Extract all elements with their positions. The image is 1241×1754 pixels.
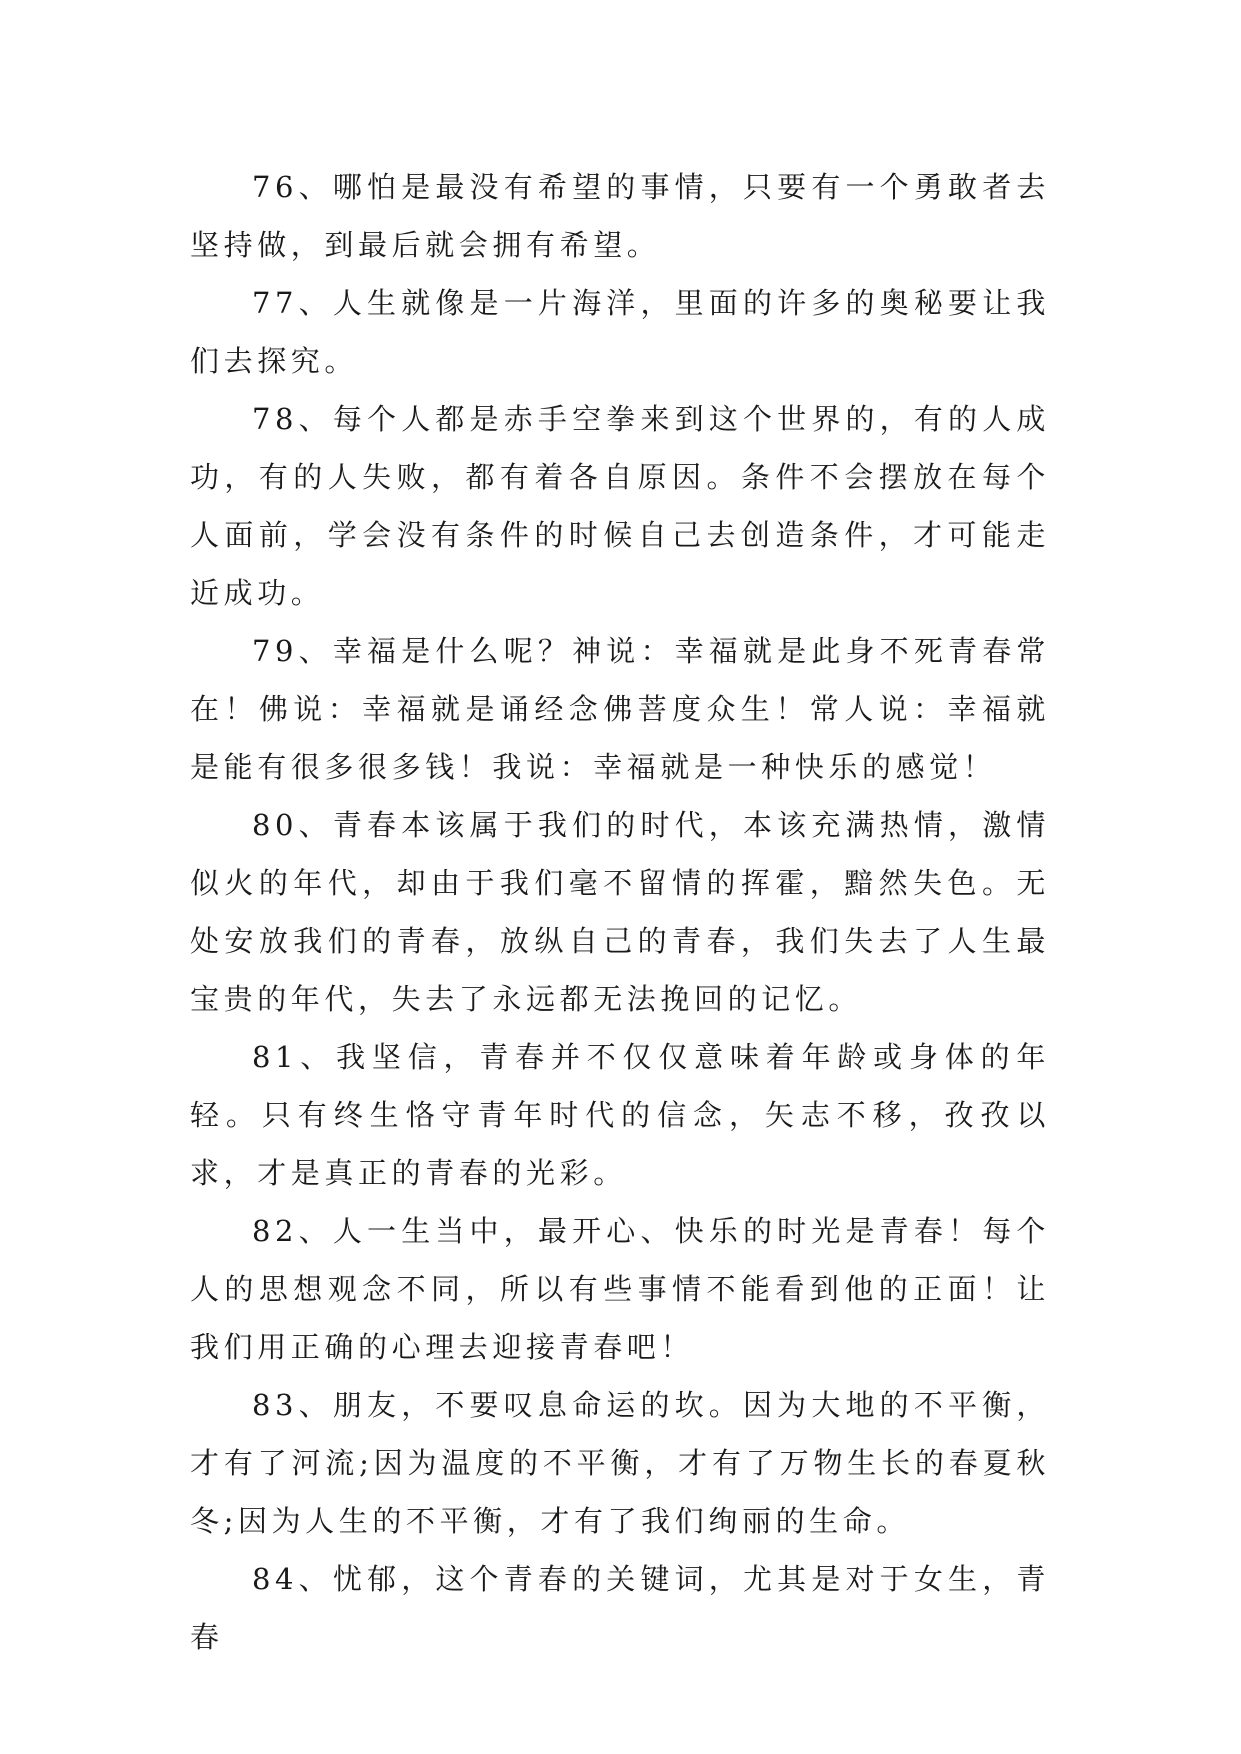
paragraph-84: 84、忧郁，这个青春的关键词，尤其是对于女生，青春 (190, 1562, 1050, 1654)
paragraph-81: 81、我坚信，青春并不仅仅意味着年龄或身体的年轻。只有终生恪守青年时代的信念，矢志不移，孜孜以求，才是真正的青春的光彩。 (190, 1040, 1050, 1190)
paragraph-79: 79、幸福是什么呢？神说：幸福就是此身不死青春常在！佛说：幸福就是诵经念佛菩度众生！常人说：幸福就是能有很多很多钱！我说：幸福就是一种快乐的感觉！ (190, 634, 1050, 784)
document-body (190, 158, 1050, 1666)
paragraph-83: 83、朋友，不要叹息命运的坎。因为大地的不平衡，才有了河流;因为温度的不平衡，才有了万物生长的春夏秋冬;因为人生的不平衡，才有了我们绚丽的生命。 (190, 1388, 1050, 1538)
paragraph-80: 80、青春本该属于我们的时代，本该充满热情，激情似火的年代，却由于我们毫不留情的挥霍，黯然失色。无处安放我们的青春，放纵自己的青春，我们失去了人生最宝贵的年代，失去了永远都无法挽回的记忆。 (190, 808, 1050, 1016)
paragraph-82: 82、人一生当中，最开心、快乐的时光是青春！每个人的思想观念不同，所以有些事情不能看到他的正面！让我们用正确的心理去迎接青春吧！ (190, 1214, 1050, 1364)
paragraph-76: 76、哪怕是最没有希望的事情，只要有一个勇敢者去坚持做，到最后就会拥有希望。 (190, 170, 1050, 262)
paragraph-78: 78、每个人都是赤手空拳来到这个世界的，有的人成功，有的人失败，都有着各自原因。条件不会摆放在每个人面前，学会没有条件的时候自己去创造条件，才可能走近成功。 (190, 402, 1050, 610)
paragraph-77: 77、人生就像是一片海洋，里面的许多的奥秘要让我们去探究。 (190, 286, 1050, 378)
